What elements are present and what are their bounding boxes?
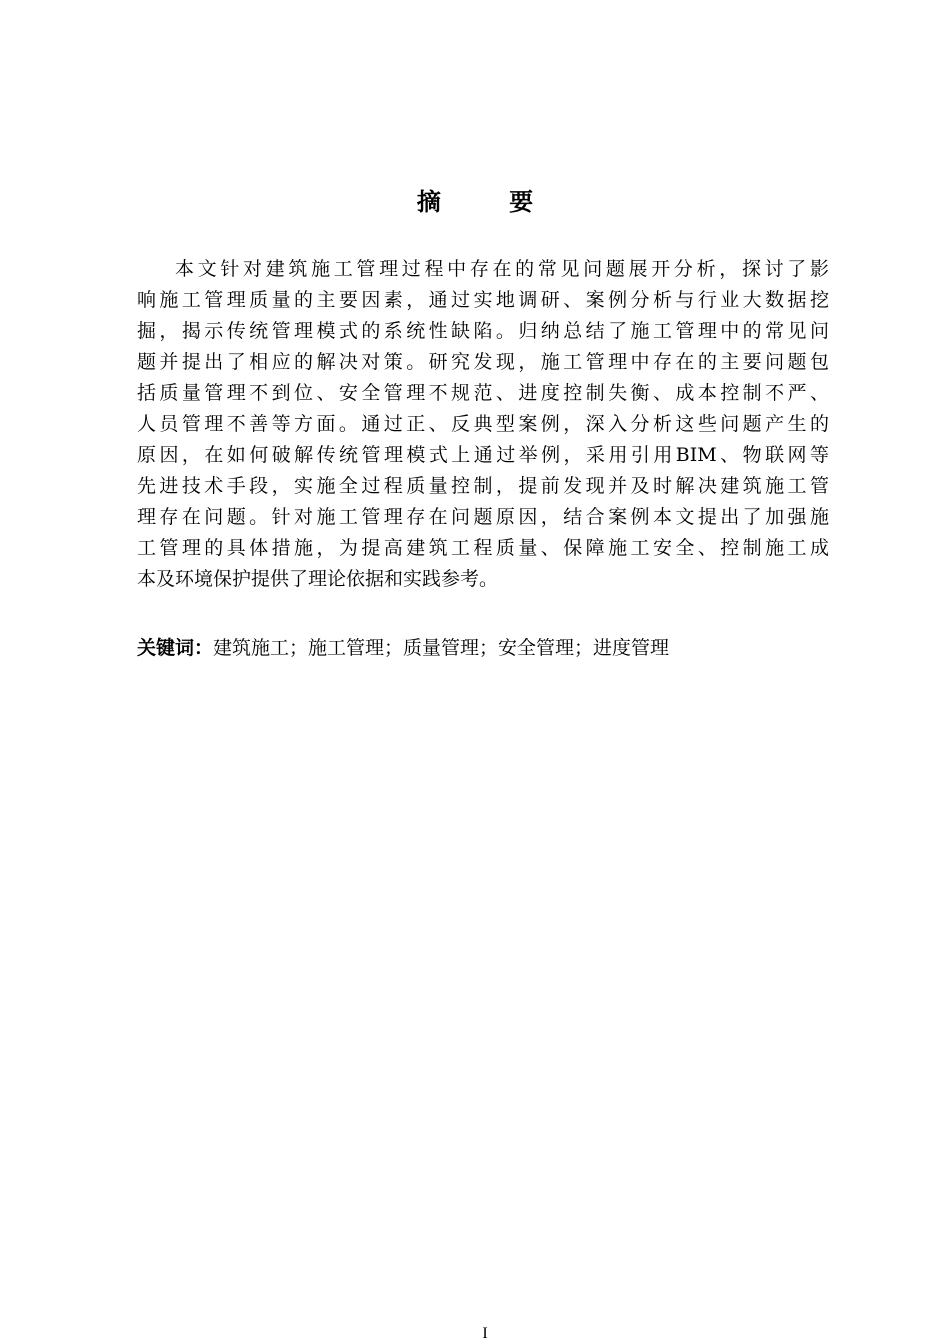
abstract-line: 人员管理不善等方面。通过正、反典型案例，深入分析这些问题产生的 (137, 413, 829, 435)
abstract-line: 理存在问题。针对施工管理存在问题原因，结合案例本文提出了加强施 (137, 506, 829, 528)
abstract-line: 本文针对建筑施工管理过程中存在的常见问题展开分析，探讨了影 (175, 258, 829, 280)
abstract-line: 掘，揭示传统管理模式的系统性缺陷。归纳总结了施工管理中的常见问 (137, 320, 829, 342)
abstract-line: 响施工管理质量的主要因素，通过实地调研、案例分析与行业大数据挖 (137, 289, 829, 311)
abstract-line: 先进技术手段，实施全过程质量控制，提前发现并及时解决建筑施工管 (137, 475, 829, 497)
page-number: I (482, 1325, 488, 1342)
abstract-line: 题并提出了相应的解决对策。研究发现，施工管理中存在的主要问题包 (137, 351, 829, 373)
keywords (137, 633, 837, 664)
abstract-line: 原因，在如何破解传统管理模式上通过举例，采用引用BIM、物联网等 (137, 444, 829, 466)
abstract-body (137, 254, 829, 595)
abstract-line: 括质量管理不到位、安全管理不规范、进度控制失衡、成本控制不严、 (137, 382, 829, 404)
page-title: 摘 要 (416, 188, 564, 216)
keywords-label: 关键词： (137, 637, 214, 659)
abstract-line: 本及环境保护提供了理论依据和实践参考。 (137, 568, 499, 590)
keywords-text: 建筑施工；施工管理；质量管理；安全管理；进度管理 (213, 637, 670, 659)
abstract-line: 工管理的具体措施，为提高建筑工程质量、保障施工安全、控制施工成 (137, 537, 829, 559)
